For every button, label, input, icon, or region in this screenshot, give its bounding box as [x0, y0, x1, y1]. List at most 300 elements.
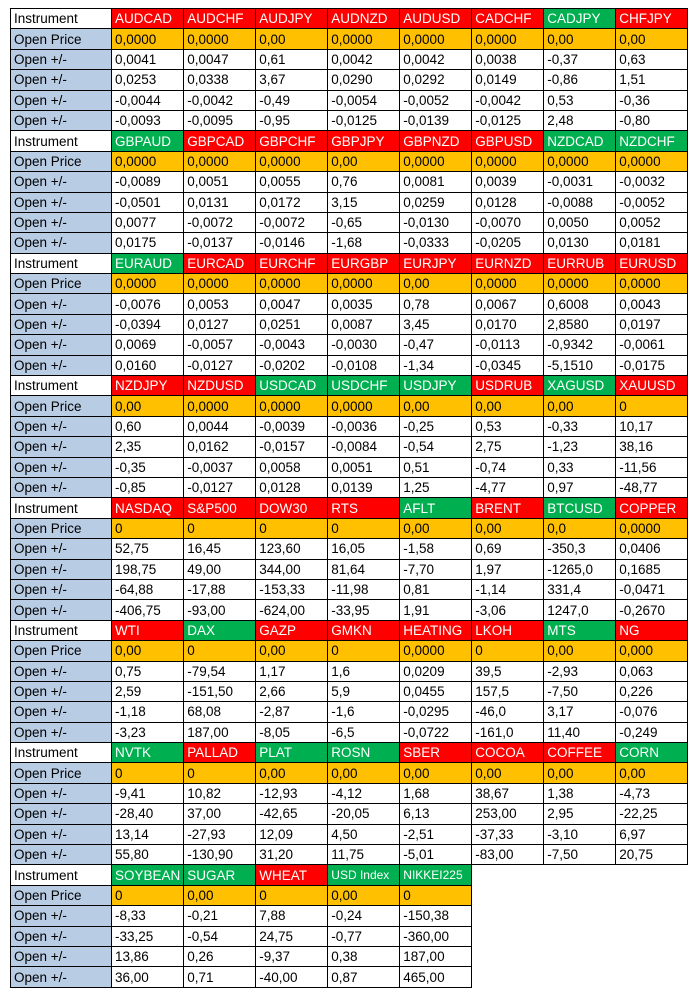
- open-price-row: [11, 151, 688, 171]
- open-price-cell: 0: [112, 763, 184, 783]
- open-price-label: Open Price: [11, 29, 112, 49]
- open-price-cell: 0,00: [472, 763, 544, 783]
- instrument-name-cell: WHEAT: [256, 865, 328, 885]
- open-change-cell: -0,0127: [184, 355, 256, 375]
- open-change-cell: -624,00: [256, 600, 328, 620]
- instrument-name-cell: GBPCAD: [184, 131, 256, 151]
- open-change-cell: 49,00: [184, 559, 256, 579]
- open-change-cell: 0,0042: [400, 49, 472, 69]
- open-change-row: [11, 946, 688, 966]
- open-change-cell: 3,17: [544, 702, 616, 722]
- open-change-cell: 7,88: [256, 906, 328, 926]
- instrument-header-row: [11, 131, 688, 151]
- open-change-cell: -0,47: [400, 335, 472, 355]
- instrument-name-cell: GBPUSD: [472, 131, 544, 151]
- open-change-row: [11, 90, 688, 110]
- open-change-cell: 2,95: [544, 804, 616, 824]
- open-change-row: [11, 192, 688, 212]
- instrument-name-cell: GMKN: [328, 620, 400, 640]
- open-change-cell: 13,86: [112, 946, 184, 966]
- empty-cell: [472, 967, 544, 987]
- open-change-cell: -0,0137: [184, 233, 256, 253]
- open-change-cell: 55,80: [112, 845, 184, 865]
- open-change-cell: -0,0175: [616, 355, 688, 375]
- open-change-row: [11, 559, 688, 579]
- open-change-row: [11, 457, 688, 477]
- open-price-cell: 0,00: [400, 396, 472, 416]
- instrument-name-cell: AUDCHF: [184, 9, 256, 29]
- open-change-cell: -0,0036: [328, 416, 400, 436]
- open-change-cell: 0,0251: [256, 314, 328, 334]
- open-change-cell: 0,78: [400, 294, 472, 314]
- open-change-label: Open +/-: [11, 783, 112, 803]
- open-change-label: Open +/-: [11, 477, 112, 497]
- open-change-cell: 0,0149: [472, 70, 544, 90]
- instrument-name-cell: COCOA: [472, 743, 544, 763]
- open-price-label: Open Price: [11, 518, 112, 538]
- instrument-label: Instrument: [11, 865, 112, 885]
- instrument-label: Instrument: [11, 131, 112, 151]
- open-change-cell: 1,25: [400, 477, 472, 497]
- open-change-cell: 2,8580: [544, 314, 616, 334]
- open-price-cell: 0,0000: [400, 641, 472, 661]
- open-change-cell: -37,33: [472, 824, 544, 844]
- open-change-cell: 0,0455: [400, 681, 472, 701]
- empty-cell: [544, 865, 616, 885]
- open-change-cell: -9,41: [112, 783, 184, 803]
- open-change-cell: 16,45: [184, 539, 256, 559]
- open-change-cell: -0,0722: [400, 722, 472, 742]
- open-price-cell: 0: [256, 518, 328, 538]
- open-change-row: [11, 681, 688, 701]
- open-price-cell: 0,00: [256, 763, 328, 783]
- open-change-row: [11, 335, 688, 355]
- open-change-cell: 0,0041: [112, 49, 184, 69]
- open-change-cell: -0,0139: [400, 110, 472, 130]
- open-change-row: [11, 233, 688, 253]
- open-price-cell: 0: [400, 885, 472, 905]
- open-change-row: [11, 70, 688, 90]
- instrument-name-cell: NZDCAD: [544, 131, 616, 151]
- open-change-cell: -0,0113: [472, 335, 544, 355]
- empty-cell: [616, 906, 688, 926]
- open-change-cell: 37,00: [184, 804, 256, 824]
- open-change-label: Open +/-: [11, 233, 112, 253]
- open-change-cell: 1,6: [328, 661, 400, 681]
- open-change-cell: 0,0047: [256, 294, 328, 314]
- open-change-cell: -0,24: [328, 906, 400, 926]
- open-price-label: Open Price: [11, 641, 112, 661]
- empty-cell: [472, 946, 544, 966]
- open-change-cell: -0,21: [184, 906, 256, 926]
- open-change-cell: -0,0125: [472, 110, 544, 130]
- instrument-name-cell: CADCHF: [472, 9, 544, 29]
- open-price-cell: 0,0: [544, 518, 616, 538]
- open-price-label: Open Price: [11, 763, 112, 783]
- open-price-cell: 0,0000: [544, 151, 616, 171]
- open-price-cell: 0: [328, 518, 400, 538]
- open-price-cell: 0,0000: [256, 396, 328, 416]
- open-change-cell: -17,88: [184, 579, 256, 599]
- open-price-cell: 0,0000: [184, 274, 256, 294]
- open-change-cell: 6,97: [616, 824, 688, 844]
- open-change-cell: -0,49: [256, 90, 328, 110]
- open-change-cell: -0,95: [256, 110, 328, 130]
- open-price-label: Open Price: [11, 396, 112, 416]
- open-change-cell: 0,0035: [328, 294, 400, 314]
- open-change-cell: -6,5: [328, 722, 400, 742]
- instrument-name-cell: AFLT: [400, 498, 472, 518]
- open-change-cell: -0,0052: [616, 192, 688, 212]
- open-change-cell: -0,0061: [616, 335, 688, 355]
- open-change-cell: -0,74: [472, 457, 544, 477]
- open-price-cell: 0,0000: [472, 29, 544, 49]
- open-price-cell: 0,0000: [400, 151, 472, 171]
- open-change-cell: 2,35: [112, 437, 184, 457]
- instrument-name-cell: COFFEE: [544, 743, 616, 763]
- open-change-label: Open +/-: [11, 722, 112, 742]
- instrument-header-row: [11, 253, 688, 273]
- open-change-cell: -0,0054: [328, 90, 400, 110]
- open-change-cell: 0,0047: [184, 49, 256, 69]
- open-change-cell: -0,0057: [184, 335, 256, 355]
- open-change-cell: -3,06: [472, 600, 544, 620]
- open-change-cell: -0,0127: [184, 477, 256, 497]
- open-price-cell: 0,0000: [328, 274, 400, 294]
- open-change-cell: 0,53: [472, 416, 544, 436]
- open-change-cell: -11,98: [328, 579, 400, 599]
- open-change-cell: 31,20: [256, 845, 328, 865]
- open-change-row: [11, 477, 688, 497]
- open-change-cell: 0,0038: [472, 49, 544, 69]
- open-change-cell: -46,0: [472, 702, 544, 722]
- open-change-cell: -9,37: [256, 946, 328, 966]
- open-price-row: [11, 641, 688, 661]
- open-change-cell: 0,0044: [184, 416, 256, 436]
- open-change-cell: 0,0259: [400, 192, 472, 212]
- open-change-cell: -0,0345: [472, 355, 544, 375]
- open-change-cell: -0,0333: [400, 233, 472, 253]
- open-change-cell: 0,0128: [472, 192, 544, 212]
- open-price-cell: 0,00: [472, 396, 544, 416]
- open-change-cell: -0,076: [616, 702, 688, 722]
- open-change-cell: 0,38: [328, 946, 400, 966]
- open-change-cell: 4,50: [328, 824, 400, 844]
- open-change-cell: -0,0125: [328, 110, 400, 130]
- open-change-cell: -7,50: [544, 681, 616, 701]
- open-price-cell: 0,0000: [544, 274, 616, 294]
- open-change-cell: -0,0093: [112, 110, 184, 130]
- open-change-cell: -48,77: [616, 477, 688, 497]
- open-change-cell: -0,35: [112, 457, 184, 477]
- open-change-cell: 1,38: [544, 783, 616, 803]
- instrument-name-cell: EURGBP: [328, 253, 400, 273]
- open-change-cell: 0,0050: [544, 212, 616, 232]
- instrument-name-cell: GAZP: [256, 620, 328, 640]
- open-change-cell: -64,88: [112, 579, 184, 599]
- open-price-cell: 0,0000: [112, 274, 184, 294]
- open-change-label: Open +/-: [11, 804, 112, 824]
- open-change-cell: 253,00: [472, 804, 544, 824]
- open-price-cell: 0,00: [400, 518, 472, 538]
- open-change-cell: 2,75: [472, 437, 544, 457]
- open-price-cell: 0,0000: [472, 274, 544, 294]
- open-change-cell: 11,75: [328, 845, 400, 865]
- open-change-label: Open +/-: [11, 661, 112, 681]
- empty-cell: [544, 926, 616, 946]
- open-change-row: [11, 702, 688, 722]
- open-change-label: Open +/-: [11, 212, 112, 232]
- empty-cell: [472, 906, 544, 926]
- open-change-cell: -7,70: [400, 559, 472, 579]
- open-change-cell: -0,85: [112, 477, 184, 497]
- open-change-cell: -4,73: [616, 783, 688, 803]
- open-change-label: Open +/-: [11, 824, 112, 844]
- open-change-cell: -0,0130: [400, 212, 472, 232]
- instrument-name-cell: DAX: [184, 620, 256, 640]
- empty-cell: [544, 906, 616, 926]
- open-change-row: [11, 722, 688, 742]
- instrument-name-cell: NASDAQ: [112, 498, 184, 518]
- open-change-cell: -0,0070: [472, 212, 544, 232]
- open-change-cell: -0,0084: [328, 437, 400, 457]
- open-price-cell: 0,0000: [616, 274, 688, 294]
- open-change-cell: -11,56: [616, 457, 688, 477]
- open-change-cell: 1,68: [400, 783, 472, 803]
- open-change-cell: -0,249: [616, 722, 688, 742]
- empty-cell: [472, 926, 544, 946]
- open-change-cell: 0,0039: [472, 172, 544, 192]
- instrument-name-cell: SUGAR: [184, 865, 256, 885]
- open-price-cell: 0: [184, 763, 256, 783]
- open-change-cell: 0,0290: [328, 70, 400, 90]
- open-price-row: [11, 29, 688, 49]
- open-change-cell: 1,91: [400, 600, 472, 620]
- open-change-cell: 0,0051: [184, 172, 256, 192]
- open-change-cell: -0,0205: [472, 233, 544, 253]
- empty-cell: [472, 885, 544, 905]
- open-change-cell: 0,0051: [328, 457, 400, 477]
- open-price-cell: 0,00: [184, 885, 256, 905]
- open-price-cell: 0,0000: [184, 151, 256, 171]
- empty-cell: [616, 967, 688, 987]
- open-change-cell: 5,9: [328, 681, 400, 701]
- open-change-cell: 0,0172: [256, 192, 328, 212]
- open-change-cell: -93,00: [184, 600, 256, 620]
- open-change-label: Open +/-: [11, 946, 112, 966]
- instrument-name-cell: BRENT: [472, 498, 544, 518]
- instrument-name-cell: NG: [616, 620, 688, 640]
- open-change-cell: 1,97: [472, 559, 544, 579]
- open-change-row: [11, 110, 688, 130]
- open-change-cell: 11,40: [544, 722, 616, 742]
- open-change-cell: -0,0157: [256, 437, 328, 457]
- open-change-cell: 157,5: [472, 681, 544, 701]
- open-price-cell: 0,0000: [400, 29, 472, 49]
- open-change-cell: -4,77: [472, 477, 544, 497]
- open-change-cell: -350,3: [544, 539, 616, 559]
- open-change-cell: 0,75: [112, 661, 184, 681]
- open-change-cell: 0,33: [544, 457, 616, 477]
- instrument-name-cell: USDCAD: [256, 376, 328, 396]
- open-change-cell: 0,0253: [112, 70, 184, 90]
- open-change-cell: 198,75: [112, 559, 184, 579]
- open-change-cell: 36,00: [112, 967, 184, 987]
- open-change-cell: -3,23: [112, 722, 184, 742]
- open-change-cell: -150,38: [400, 906, 472, 926]
- instrument-name-cell: CORN: [616, 743, 688, 763]
- open-change-cell: -1265,0: [544, 559, 616, 579]
- instrument-name-cell: ROSN: [328, 743, 400, 763]
- open-change-cell: 0,63: [616, 49, 688, 69]
- instrument-name-cell: GBPAUD: [112, 131, 184, 151]
- open-change-cell: -0,65: [328, 212, 400, 232]
- open-change-cell: -1,68: [328, 233, 400, 253]
- open-change-cell: -0,80: [616, 110, 688, 130]
- instrument-name-cell: DOW30: [256, 498, 328, 518]
- open-change-cell: -0,54: [184, 926, 256, 946]
- open-change-cell: 344,00: [256, 559, 328, 579]
- instrument-name-cell: NIKKEI225: [400, 865, 472, 885]
- open-change-cell: 0,6008: [544, 294, 616, 314]
- open-change-cell: -33,95: [328, 600, 400, 620]
- open-change-cell: 20,75: [616, 845, 688, 865]
- open-change-cell: -79,54: [184, 661, 256, 681]
- open-change-cell: -8,05: [256, 722, 328, 742]
- open-price-cell: 0,0000: [112, 29, 184, 49]
- open-change-cell: -0,86: [544, 70, 616, 90]
- instrument-name-cell: PLAT: [256, 743, 328, 763]
- open-change-cell: 0,063: [616, 661, 688, 681]
- open-change-cell: -28,40: [112, 804, 184, 824]
- open-change-row: [11, 661, 688, 681]
- open-change-cell: -1,23: [544, 437, 616, 457]
- instrument-name-cell: CHFJPY: [616, 9, 688, 29]
- open-change-cell: -1,58: [400, 539, 472, 559]
- open-change-label: Open +/-: [11, 967, 112, 987]
- open-change-cell: 1,17: [256, 661, 328, 681]
- open-change-cell: 123,60: [256, 539, 328, 559]
- open-price-row: [11, 763, 688, 783]
- open-change-cell: -83,00: [472, 845, 544, 865]
- open-price-cell: 0,000: [616, 641, 688, 661]
- open-change-label: Open +/-: [11, 437, 112, 457]
- open-price-cell: 0,00: [328, 151, 400, 171]
- open-change-cell: -40,00: [256, 967, 328, 987]
- open-change-cell: 0,226: [616, 681, 688, 701]
- instrument-name-cell: USD Index: [328, 865, 400, 885]
- open-change-cell: -0,2670: [616, 600, 688, 620]
- open-change-cell: -0,0394: [112, 314, 184, 334]
- open-change-cell: -0,0088: [544, 192, 616, 212]
- open-change-label: Open +/-: [11, 314, 112, 334]
- open-change-cell: 0,61: [256, 49, 328, 69]
- open-change-row: [11, 294, 688, 314]
- instrument-name-cell: NVTK: [112, 743, 184, 763]
- open-change-row: [11, 212, 688, 232]
- open-change-row: [11, 967, 688, 987]
- open-change-label: Open +/-: [11, 600, 112, 620]
- open-price-cell: 0,00: [544, 641, 616, 661]
- open-change-cell: -0,0031: [544, 172, 616, 192]
- open-change-cell: 2,59: [112, 681, 184, 701]
- open-change-cell: -2,87: [256, 702, 328, 722]
- open-change-cell: -0,0039: [256, 416, 328, 436]
- open-price-cell: 0: [472, 641, 544, 661]
- open-change-cell: 0,53: [544, 90, 616, 110]
- instrument-label: Instrument: [11, 9, 112, 29]
- open-change-cell: -4,12: [328, 783, 400, 803]
- open-price-label: Open Price: [11, 885, 112, 905]
- instrument-header-row: [11, 620, 688, 640]
- open-change-cell: -7,50: [544, 845, 616, 865]
- open-change-cell: 0,0338: [184, 70, 256, 90]
- instrument-name-cell: S&P500: [184, 498, 256, 518]
- open-change-cell: -406,75: [112, 600, 184, 620]
- open-change-cell: -42,65: [256, 804, 328, 824]
- open-change-cell: 0,81: [400, 579, 472, 599]
- open-change-cell: -0,25: [400, 416, 472, 436]
- instrument-name-cell: AUDJPY: [256, 9, 328, 29]
- empty-cell: [544, 946, 616, 966]
- instrument-name-cell: EURCAD: [184, 253, 256, 273]
- open-price-cell: 0,0000: [256, 151, 328, 171]
- empty-cell: [616, 926, 688, 946]
- open-change-row: [11, 437, 688, 457]
- open-change-cell: -5,01: [400, 845, 472, 865]
- open-change-row: [11, 314, 688, 334]
- empty-cell: [616, 865, 688, 885]
- open-change-cell: -3,10: [544, 824, 616, 844]
- open-change-cell: 0,0170: [472, 314, 544, 334]
- instrument-name-cell: USDRUB: [472, 376, 544, 396]
- open-price-cell: 0,0000: [184, 29, 256, 49]
- open-change-cell: -1,34: [400, 355, 472, 375]
- open-change-label: Open +/-: [11, 457, 112, 477]
- open-change-cell: 10,82: [184, 783, 256, 803]
- open-change-cell: 0,0209: [400, 661, 472, 681]
- open-change-cell: 0,0292: [400, 70, 472, 90]
- open-change-label: Open +/-: [11, 172, 112, 192]
- open-change-cell: 0,0128: [256, 477, 328, 497]
- open-price-cell: 0,00: [328, 763, 400, 783]
- open-change-cell: -0,0095: [184, 110, 256, 130]
- open-change-row: [11, 783, 688, 803]
- open-change-cell: -1,14: [472, 579, 544, 599]
- open-change-row: [11, 804, 688, 824]
- instrument-name-cell: AUDNZD: [328, 9, 400, 29]
- open-change-cell: -0,0042: [184, 90, 256, 110]
- open-price-cell: 0,0000: [616, 518, 688, 538]
- open-change-cell: 1,51: [616, 70, 688, 90]
- open-change-cell: 0,0162: [184, 437, 256, 457]
- open-change-cell: 0,0042: [328, 49, 400, 69]
- instrument-name-cell: NZDUSD: [184, 376, 256, 396]
- instrument-name-cell: MTS: [544, 620, 616, 640]
- instrument-name-cell: WTI: [112, 620, 184, 640]
- open-change-label: Open +/-: [11, 355, 112, 375]
- open-change-cell: -33,25: [112, 926, 184, 946]
- open-change-cell: -0,0072: [184, 212, 256, 232]
- open-change-cell: 0,0160: [112, 355, 184, 375]
- open-change-cell: 0,0069: [112, 335, 184, 355]
- open-change-cell: 0,26: [184, 946, 256, 966]
- open-price-cell: 0,00: [112, 396, 184, 416]
- open-price-label: Open Price: [11, 151, 112, 171]
- instrument-label: Instrument: [11, 253, 112, 273]
- open-change-label: Open +/-: [11, 579, 112, 599]
- open-change-label: Open +/-: [11, 49, 112, 69]
